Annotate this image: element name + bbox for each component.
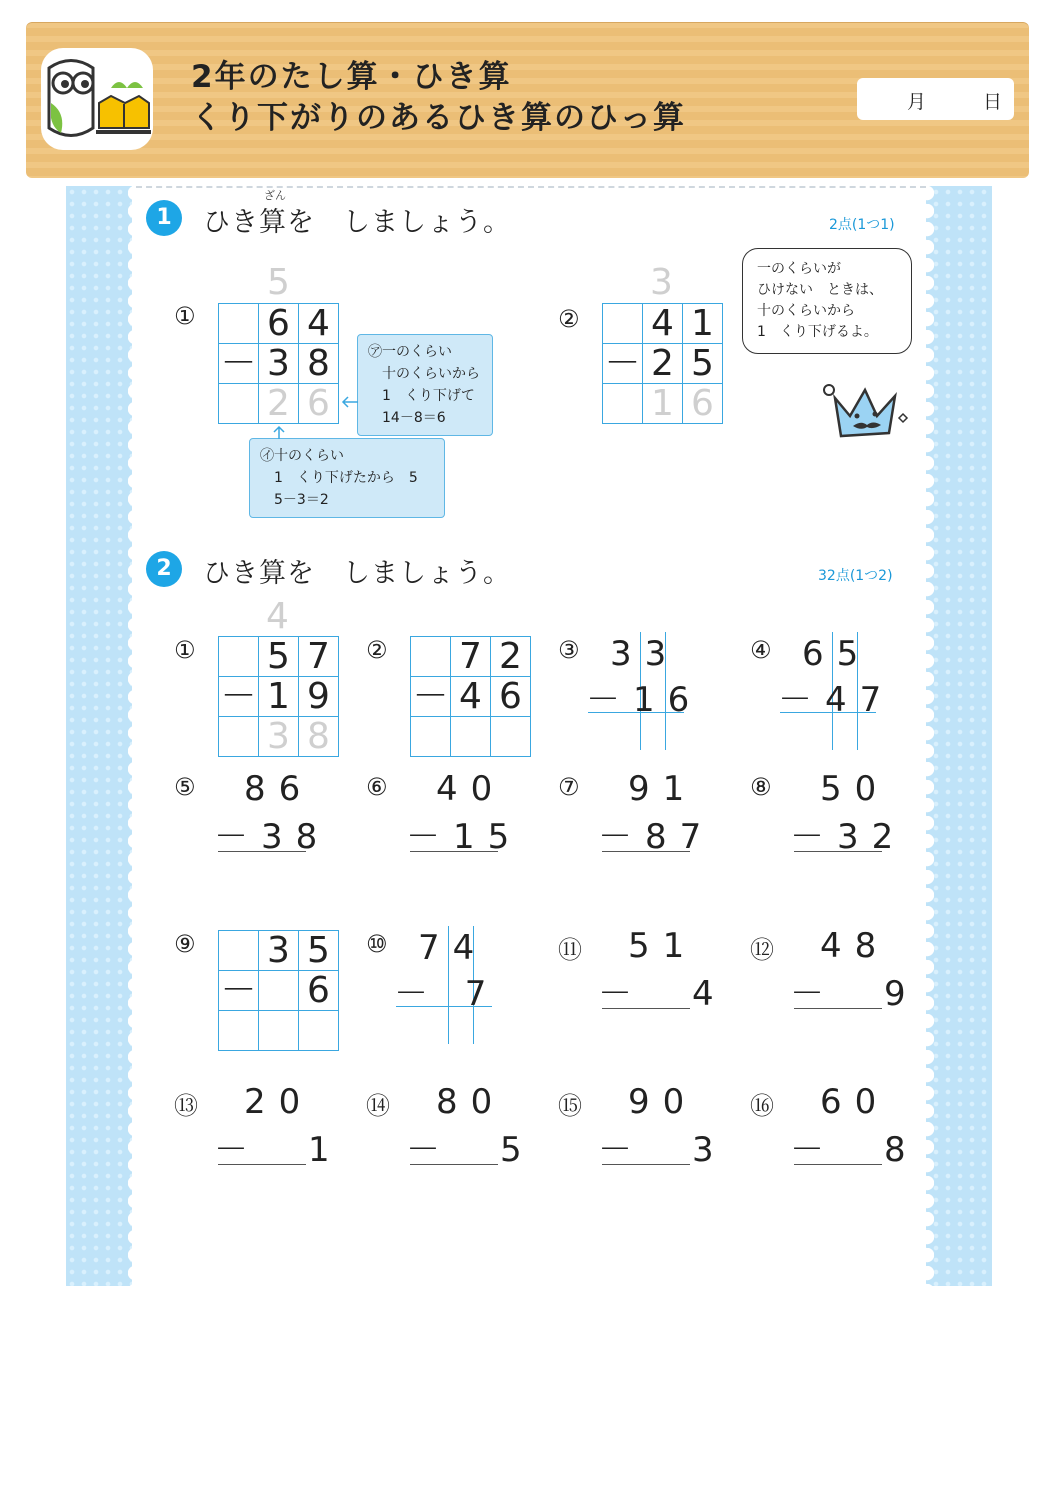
question-number: ⑦ — [558, 773, 580, 801]
section1-points: 2点(1つ1) — [829, 217, 895, 233]
answer-cell[interactable] — [219, 717, 259, 757]
cell: 9 — [299, 677, 339, 717]
answer-cell[interactable] — [451, 717, 491, 757]
title-line2: くり下がりのあるひき算のひっ算 — [191, 100, 686, 136]
cell: 7 — [451, 637, 491, 677]
cell: － — [220, 343, 257, 384]
question-number: ⑥ — [366, 773, 388, 801]
minuend: 33 — [610, 634, 680, 674]
hint-speech-bubble: 一のくらいが ひけない ときは、 十のくらいから 1 くり下げるよ。 — [742, 248, 912, 354]
cell: 1 — [259, 677, 299, 717]
cell: 8 — [299, 344, 339, 384]
furigana-zan: ざん — [264, 189, 286, 202]
answer-line — [602, 851, 690, 852]
answer-line — [794, 851, 882, 852]
section2-points: 32点(1つ2) — [818, 568, 893, 584]
minuend: 51 — [628, 926, 698, 966]
arrow-left-icon — [340, 395, 360, 409]
right-wave-edge — [920, 186, 934, 1286]
answer-cell[interactable]: 2 — [259, 384, 299, 424]
question-number: ③ — [558, 636, 580, 664]
answer-cell[interactable]: 6 — [299, 384, 339, 424]
subtrahend: － 4 — [598, 974, 727, 1014]
answer-line — [602, 1164, 690, 1165]
answer-cell[interactable] — [219, 384, 259, 424]
cell: 7 — [299, 637, 339, 677]
owl-book-logo — [41, 48, 153, 150]
question-number: ④ — [750, 636, 772, 664]
section2-instruction: ひき算を しましょう。 — [203, 558, 511, 589]
carry-digit: 4 — [266, 596, 289, 637]
section1-badge: 1 — [146, 200, 182, 236]
answer-cell[interactable]: 8 — [299, 717, 339, 757]
carry-digit: 5 — [267, 262, 290, 303]
question-number: ⑤ — [174, 773, 196, 801]
cell: － — [220, 676, 257, 717]
q1-grid — [218, 303, 339, 424]
subtrahend: － 5 — [406, 1130, 535, 1170]
cell: 1 — [683, 304, 723, 344]
cell: － — [220, 970, 257, 1011]
cell: － — [604, 343, 641, 384]
question-number: ⑩ — [366, 930, 388, 958]
minuend: 48 — [820, 926, 890, 966]
subtrahend: －15 — [406, 817, 523, 857]
section1-instruction: ひき算を しましょう。 — [203, 207, 511, 238]
cell — [411, 637, 451, 677]
date-field — [857, 78, 1014, 120]
question-number: ⑭ — [366, 1092, 390, 1120]
cell — [219, 637, 259, 677]
answer-cell[interactable]: 3 — [259, 717, 299, 757]
cell: 4 — [299, 304, 339, 344]
cell: 6 — [491, 677, 531, 717]
q2-grid — [602, 303, 723, 424]
cell — [219, 931, 259, 971]
subtrahend: －38 — [214, 817, 331, 857]
answer-line — [218, 851, 306, 852]
minuend: 74 — [418, 928, 488, 968]
question-number: ⑮ — [558, 1092, 582, 1120]
cell: 4 — [451, 677, 491, 717]
subtrahend: －32 — [790, 817, 907, 857]
question-number: ① — [174, 302, 196, 330]
question-number: ⑫ — [750, 936, 774, 964]
answer-line — [218, 1164, 306, 1165]
subtrahend: －87 — [598, 817, 715, 857]
cell — [219, 304, 259, 344]
note-ones-place: ㋐一のくらい 十のくらいから 1 くり下げて 14－8＝6 — [357, 334, 493, 436]
cell: 5 — [259, 637, 299, 677]
month-label: 月 — [907, 91, 927, 113]
question-number: ⑧ — [750, 773, 772, 801]
problem-grid — [218, 636, 339, 757]
cell: 6 — [259, 304, 299, 344]
cell: 5 — [683, 344, 723, 384]
minuend: 60 — [820, 1082, 890, 1122]
left-wave-edge — [128, 186, 142, 1286]
subtrahend: － 3 — [598, 1130, 727, 1170]
crown-mascot-icon — [815, 378, 915, 448]
carry-digit: 3 — [650, 262, 673, 303]
cell: 2 — [491, 637, 531, 677]
day-label: 日 — [983, 91, 1003, 113]
note-tens-place: ㋑十のくらい 1 くり下げたから 5 5－3＝2 — [249, 438, 445, 518]
minuend: 90 — [628, 1082, 698, 1122]
subtrahend: －47 — [778, 680, 895, 720]
subtrahend: － 1 — [214, 1130, 343, 1170]
problem-grid — [410, 636, 531, 757]
cell: 2 — [643, 344, 683, 384]
minuend: 65 — [802, 634, 872, 674]
subtrahend: － 9 — [790, 974, 919, 1014]
page-title — [191, 57, 686, 139]
answer-cell[interactable] — [491, 717, 531, 757]
answer-cell[interactable] — [219, 1011, 259, 1051]
minuend: 50 — [820, 769, 890, 809]
answer-cell[interactable] — [259, 1011, 299, 1051]
answer-line — [794, 1008, 882, 1009]
question-number: ① — [174, 636, 196, 664]
section2-badge: 2 — [146, 551, 182, 587]
answer-line — [410, 851, 498, 852]
minuend: 20 — [244, 1082, 314, 1122]
cell: 6 — [299, 971, 339, 1011]
cell: 4 — [643, 304, 683, 344]
answer-cell[interactable]: 6 — [683, 384, 723, 424]
subtrahend: － 8 — [790, 1130, 919, 1170]
title-line1: 2年のたし算・ひき算 — [191, 59, 512, 95]
minuend: 91 — [628, 769, 698, 809]
subtrahend: －16 — [586, 680, 703, 720]
cell: 5 — [299, 931, 339, 971]
answer-line — [794, 1164, 882, 1165]
question-number: ⑯ — [750, 1092, 774, 1120]
answer-cell[interactable] — [299, 1011, 339, 1051]
answer-line — [410, 1164, 498, 1165]
minuend: 40 — [436, 769, 506, 809]
top-dashed-border — [136, 186, 926, 188]
cell — [603, 304, 643, 344]
owl-icon — [41, 48, 153, 150]
header-banner — [26, 22, 1029, 178]
minuend: 80 — [436, 1082, 506, 1122]
cell: － — [412, 676, 449, 717]
problem-grid — [218, 930, 339, 1051]
minuend: 86 — [244, 769, 314, 809]
cell: 3 — [259, 931, 299, 971]
question-number: ⑪ — [558, 936, 582, 964]
answer-cell[interactable] — [411, 717, 451, 757]
cell: 3 — [259, 344, 299, 384]
question-number: ② — [366, 636, 388, 664]
answer-cell[interactable] — [603, 384, 643, 424]
arrow-up-icon — [272, 424, 286, 440]
cell — [259, 971, 299, 1011]
question-number: ⑬ — [174, 1092, 198, 1120]
subtrahend: － 7 — [394, 974, 500, 1014]
answer-line — [602, 1008, 690, 1009]
answer-cell[interactable]: 1 — [643, 384, 683, 424]
question-number: ② — [558, 305, 580, 333]
question-number: ⑨ — [174, 930, 196, 958]
